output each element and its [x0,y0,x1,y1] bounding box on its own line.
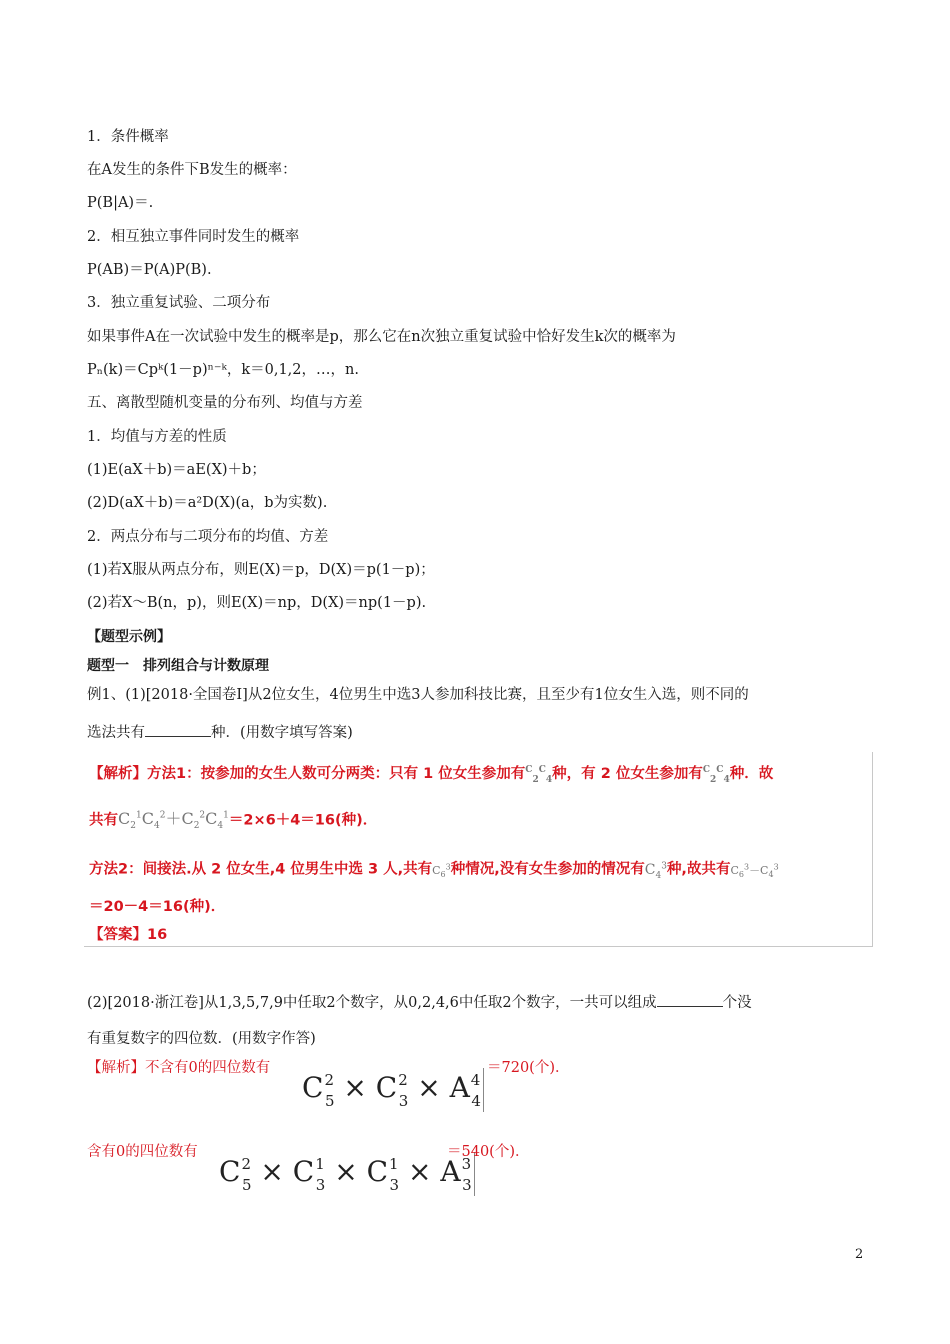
answer-blank [145,722,211,737]
question-text: 个没 [722,995,752,1011]
formula-line: (2)若X～B(n，p)，则E(X)＝np，D(X)＝np(1－p). [87,595,427,611]
heading-mean-variance: 1．均值与方差的性质 [87,429,227,445]
combination-symbol: $^C_2^C_4$ [702,765,730,785]
combination-expression: $C_6^3-C_4^3$ [730,862,779,879]
solution-line [89,760,773,790]
solution-text: ＝2×6＋4＝16(种)． [228,812,378,829]
solution-text: 种．故 [729,765,774,782]
solution-result: ＝720(个)． [487,1060,570,1076]
solution-text: 方法2：间接法.从 2 位女生,4 位男生中选 3 人,共有 [89,861,433,878]
question-text: 选法共有 [87,725,145,741]
example-question-line [87,992,752,1013]
heading-binomial: 3．独立重复试验、二项分布 [87,295,271,311]
solution-text: 种，有 2 位女生参加有 [552,765,703,782]
formula-line: (1)若X服从两点分布，则E(X)＝p，D(X)＝p(1－p)； [87,562,435,578]
answer-blank [657,992,723,1007]
solution-line [89,806,377,837]
solution-line: 含有0的四位数有 [87,1144,198,1160]
solution-text: 种,故共有 [666,861,731,878]
heading-independent-events: 2．相互独立事件同时发生的概率 [87,229,300,245]
formula-line: (2)D(aX＋b)＝a²D(X)(a，b为实数). [87,495,328,511]
topic-one-title: 题型一 排列组合与计数原理 [87,658,269,674]
question-text: (2)[2018·浙江卷]从1,3,5,7,9中任取2个数字，从0,2,4,6中任取2个数字，一共可以组成 [87,995,657,1011]
heading-conditional-probability: 1．条件概率 [87,129,169,145]
example-question-line [87,722,353,743]
formula-line: P(AB)＝P(A)P(B). [87,262,212,278]
solution-text: 【解析】方法1：按参加的女生人数可分两类：只有 1 位女生参加有 [89,765,526,782]
formula-line: (1)E(aX＋b)＝aE(X)＋b； [87,462,266,478]
page-number: 2 [855,1247,864,1262]
answer-line: 【答案】16 [89,927,168,943]
solution-line [89,856,779,885]
combination-symbol: $^C_2^C_4$ [525,765,553,785]
example-question-line: 例1、(1)[2018·全国卷Ⅰ]从2位女生，4位男生中选3人参加科技比赛，且至少有1位女生入选，则不同的 [87,687,749,703]
section-examples-title: 【题型示例】 [87,629,171,645]
formula-line: Pₙ(k)＝Cpᵏ(1－p)ⁿ⁻ᵏ，k＝0,1,2，…，n. [87,362,359,378]
solution-line: ＝20－4＝16(种)． [89,899,226,915]
solution-result: ＝540(个)． [447,1144,530,1160]
combination-symbol: $C_6^3$ [432,862,451,879]
solution-text: 种情况,没有女生参加的情况有 [450,861,645,878]
formula-line: P(B|A)＝. [87,195,154,211]
combination-symbol: $C_4^3$ [644,861,667,881]
formula-image: $C^2_5 \times C^2_3 \times A^4_4$ [302,1068,484,1112]
text-line: 在A发生的条件下B发生的概率： [87,162,297,178]
solution-line: 【解析】不含有0的四位数有 [87,1060,271,1076]
solution-text: 共有 [89,812,118,829]
question-text: 种．(用数字填写答案) [211,725,353,741]
heading-distributions: 2．两点分布与二项分布的均值、方差 [87,529,329,545]
combination-expression: $C_2^1C_4^2+C_2^2C_4^1$ [118,809,229,832]
section-heading: 五、离散型随机变量的分布列、均值与方差 [87,395,363,411]
formula-image: $C^2_5 \times C^1_3 \times C^1_3 \times A^3_3$ [219,1152,475,1196]
example-question-line: 有重复数字的四位数．(用数字作答) [87,1031,316,1047]
text-line: 如果事件A在一次试验中发生的概率是p，那么它在n次独立重复试验中恰好发生k次的概率为 [87,329,676,345]
